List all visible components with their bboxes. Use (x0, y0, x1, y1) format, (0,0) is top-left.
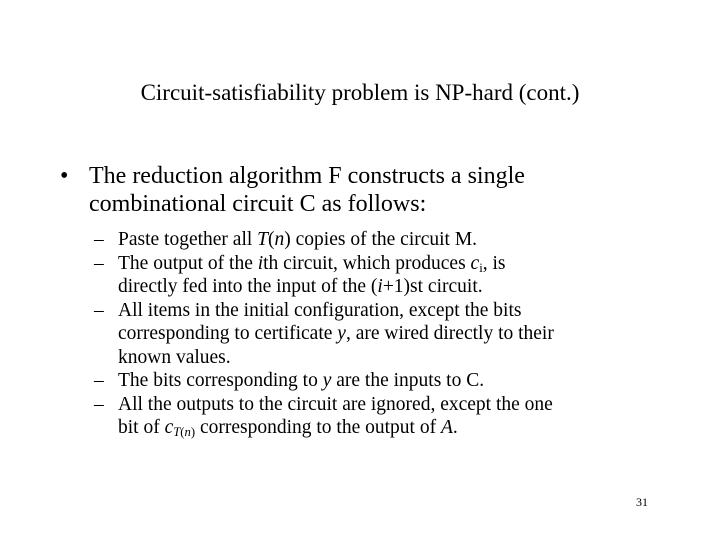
item5-text2: corresponding to the output of (195, 417, 441, 438)
item2-text2: th circuit, which produces (263, 252, 471, 274)
item2-sub-i: i (479, 260, 483, 275)
bullet-marker: • (60, 163, 69, 189)
page-number: 31 (636, 495, 648, 509)
item5-c: c (164, 417, 174, 438)
dash-marker: – (94, 393, 104, 415)
sub-bullet-item (94, 228, 694, 252)
item2-line2: directly fed into the input of the ( (118, 276, 378, 297)
item2-is: , is (482, 252, 506, 274)
item1-rest: ) copies of the circuit M. (284, 229, 478, 250)
sub-bullet-item (94, 252, 694, 299)
item2-text: The output of the (118, 252, 258, 274)
item5-bit-of: bit of (118, 417, 165, 438)
item3-line2-end: , are wired directly to their (345, 323, 554, 344)
item3-line2: corresponding to certificate (118, 323, 338, 344)
item5-sub-close: ) (190, 425, 196, 440)
dash-marker: – (94, 370, 104, 391)
item4-y: y (322, 370, 332, 391)
bullet-text-line1: The reduction algorithm F constructs a single (89, 163, 525, 189)
sub-bullet-item (94, 369, 694, 393)
sub-bullet-item (94, 299, 694, 370)
item1-paren-open: ( (268, 229, 275, 250)
item1-n: n (274, 229, 285, 250)
item3-line1: All items in the initial configuration, except the bits (118, 299, 522, 321)
item2-line2-end: +1)st circuit. (382, 276, 483, 297)
item2-c: c (470, 252, 480, 274)
item5-line1: All the outputs to the circuit are ignored, except the one (118, 393, 553, 415)
item3-y: y (337, 323, 346, 344)
sub-bullet-list (94, 228, 694, 440)
dash-marker: – (94, 252, 104, 274)
dash-marker: – (94, 229, 104, 250)
item4-text: The bits corresponding to (118, 370, 323, 391)
slide-title: Circuit-satisfiability problem is NP-hard (cont.) (140, 80, 580, 105)
dash-marker: – (94, 299, 104, 321)
item5-sub-n: n (184, 425, 191, 440)
item5-sub-open: ( (180, 425, 185, 440)
item5-period: . (452, 417, 458, 438)
item5-sub-T: T (173, 425, 181, 440)
item3-line3: known values. (118, 346, 231, 368)
item4-rest: are the inputs to C. (331, 370, 485, 391)
sub-bullet-item (94, 393, 694, 440)
item1-T: T (257, 229, 269, 250)
bullet-text-line2: combinational circuit C as follows: (89, 191, 427, 217)
item2-i2: i (377, 276, 383, 297)
item5-A: A (440, 417, 453, 438)
bullet-text (89, 162, 660, 218)
item1-text: Paste together all (118, 229, 258, 250)
main-bullet (60, 162, 660, 218)
item2-i: i (257, 252, 264, 274)
item5-sub (173, 425, 195, 439)
